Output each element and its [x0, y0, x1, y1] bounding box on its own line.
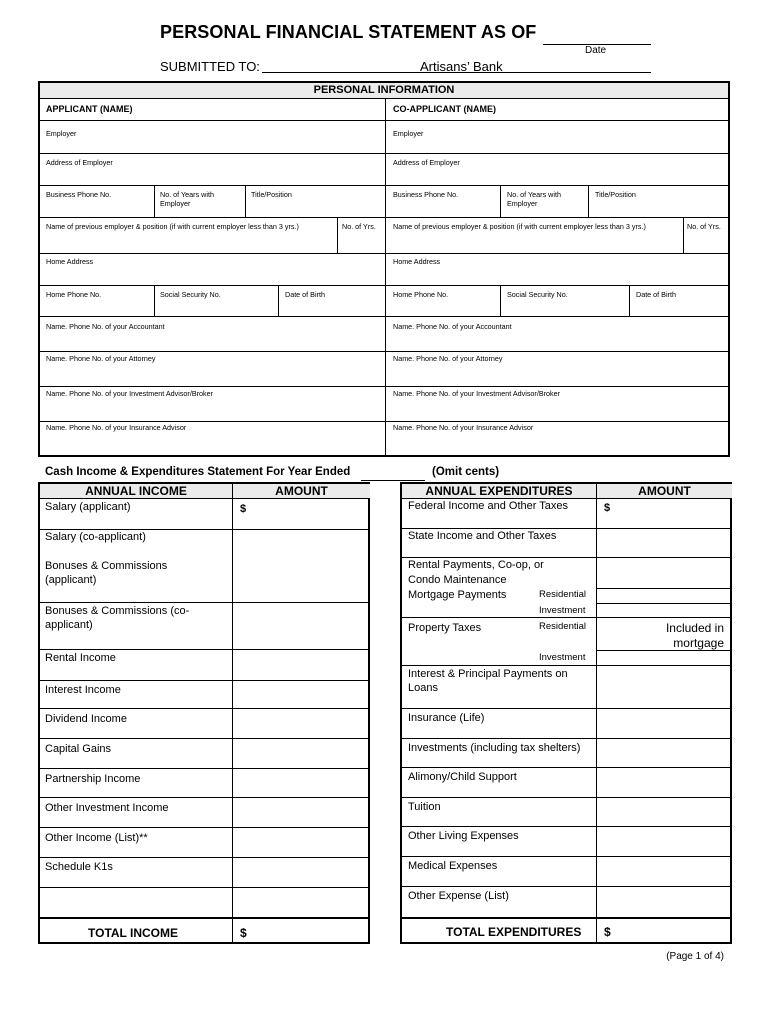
applicant-previous-employer-label: Name of previous employer & position (if with current employer less than 3 yrs.) [46, 222, 299, 231]
interest-principal-label-2: Loans [408, 682, 438, 694]
salary-applicant-currency: $ [240, 503, 247, 515]
insurance-label: Insurance (Life) [408, 712, 485, 724]
property-taxes-label: Property Taxes [408, 622, 482, 634]
included-in-mortgage-label-2: mortgage [673, 636, 724, 650]
mortgage-residential-label: Residential [539, 589, 586, 600]
rental-income-label: Rental Income [45, 652, 116, 664]
form-title: PERSONAL FINANCIAL STATEMENT AS OF [160, 22, 537, 42]
medical-expenses-label: Medical Expenses [408, 860, 498, 872]
coapplicant-investment-advisor-label: Name. Phone No. of your Investment Advisor/Broker [393, 389, 560, 398]
state-taxes-label: State Income and Other Taxes [408, 530, 557, 542]
income-amount-header: AMOUNT [233, 484, 370, 499]
coapplicant-insurance-advisor-label: Name. Phone No. of your Insurance Advisor [393, 423, 534, 432]
property-investment-label: Investment [539, 652, 586, 663]
applicant-ssn-label: Social Security No. [160, 290, 221, 299]
coapplicant-home-address-label: Home Address [393, 257, 441, 266]
bonuses-applicant-label-1: Bonuses & Commissions [45, 560, 168, 572]
total-expenditures-label: TOTAL EXPENDITURES [446, 925, 582, 939]
tuition-label: Tuition [408, 801, 441, 813]
coapplicant-years-label-1: No. of Years with [507, 190, 561, 199]
federal-taxes-label: Federal Income and Other Taxes [408, 500, 568, 512]
applicant-insurance-advisor-label: Name. Phone No. of your Insurance Advisor [46, 423, 187, 432]
bonuses-coapplicant-label-2: applicant) [45, 619, 93, 631]
salary-coapplicant-label: Salary (co-applicant) [45, 531, 146, 543]
expenditures-amount-header: AMOUNT [597, 484, 732, 499]
property-residential-label: Residential [539, 621, 586, 632]
coapplicant-attorney-label: Name. Phone No. of your Attorney [393, 354, 503, 363]
coapplicant-ssn-label: Social Security No. [507, 290, 568, 299]
federal-taxes-currency: $ [604, 502, 611, 514]
cash-statement-title: Cash Income & Expenditures Statement For Year Ended [45, 466, 351, 478]
applicant-dob-label: Date of Birth [285, 290, 325, 299]
expenditures-table [400, 482, 732, 944]
applicant-investment-advisor-label: Name. Phone No. of your Investment Advisor/Broker [46, 389, 213, 398]
coapplicant-dob-label: Date of Birth [636, 290, 676, 299]
capital-gains-label: Capital Gains [45, 743, 112, 755]
applicant-accountant-label: Name. Phone No. of your Accountant [46, 322, 165, 331]
personal-information-section [38, 81, 730, 457]
partnership-income-label: Partnership Income [45, 773, 141, 785]
coapplicant-years-label-2: Employer [507, 199, 538, 208]
page-number: (Page 1 of 4) [666, 951, 724, 962]
included-in-mortgage-label-1: Included in [665, 621, 724, 635]
coapplicant-header: CO-APPLICANT (NAME) [393, 104, 496, 114]
mortgage-investment-label: Investment [539, 605, 586, 616]
applicant-business-phone-label: Business Phone No. [46, 190, 112, 199]
coapplicant-accountant-label: Name. Phone No. of your Accountant [393, 322, 512, 331]
coapplicant-no-of-yrs-label: No. of Yrs. [687, 222, 721, 231]
annual-income-header: ANNUAL INCOME [40, 484, 232, 499]
coapplicant-home-phone-label: Home Phone No. [393, 290, 449, 299]
applicant-home-phone-label: Home Phone No. [46, 290, 102, 299]
income-table [38, 482, 370, 944]
year-ended-field[interactable] [361, 480, 425, 481]
date-label: Date [585, 45, 607, 56]
rental-payments-label-1: Rental Payments, Co-op, or [408, 559, 544, 571]
applicant-years-label-1: No. of Years with [160, 190, 214, 199]
omit-cents-note: (Omit cents) [432, 466, 500, 478]
coapplicant-employer-label: Employer [393, 129, 424, 138]
total-income-currency: $ [240, 926, 247, 940]
applicant-header: APPLICANT (NAME) [46, 104, 133, 114]
total-income-label: TOTAL INCOME [88, 926, 178, 940]
bonuses-coapplicant-label-1: Bonuses & Commissions (co- [45, 605, 190, 617]
applicant-home-address-label: Home Address [46, 257, 94, 266]
other-investment-income-label: Other Investment Income [45, 802, 169, 814]
submitted-to-label: SUBMITTED TO: [160, 59, 260, 74]
personal-information-heading: PERSONAL INFORMATION [40, 83, 728, 99]
dividend-income-label: Dividend Income [45, 713, 127, 725]
coapplicant-previous-employer-label: Name of previous employer & position (if with current employer less than 3 yrs.) [393, 222, 646, 231]
schedule-k1s-label: Schedule K1s [45, 861, 113, 873]
coapplicant-business-phone-label: Business Phone No. [393, 190, 459, 199]
total-expenditures-currency: $ [604, 925, 611, 939]
coapplicant-title-label: Title/Position [595, 190, 636, 199]
applicant-employer-label: Employer [46, 129, 77, 138]
other-income-label: Other Income (List)** [45, 832, 148, 844]
coapplicant-employer-address-label: Address of Employer [393, 158, 460, 167]
applicant-no-of-yrs-label: No. of Yrs. [342, 222, 376, 231]
applicant-employer-address-label: Address of Employer [46, 158, 113, 167]
interest-principal-label-1: Interest & Principal Payments on [408, 668, 568, 680]
applicant-years-label-2: Employer [160, 199, 191, 208]
applicant-title-label: Title/Position [251, 190, 292, 199]
other-living-expenses-label: Other Living Expenses [408, 830, 519, 842]
mortgage-payments-label: Mortgage Payments [408, 589, 507, 601]
applicant-attorney-label: Name. Phone No. of your Attorney [46, 354, 156, 363]
salary-applicant-label: Salary (applicant) [45, 501, 131, 513]
investments-label: Investments (including tax shelters) [408, 742, 581, 754]
rental-payments-label-2: Condo Maintenance [408, 574, 507, 586]
other-expense-label: Other Expense (List) [408, 890, 509, 902]
interest-income-label: Interest Income [45, 684, 121, 696]
bank-name: Artisans’ Bank [420, 59, 503, 74]
bonuses-applicant-label-2: (applicant) [45, 574, 97, 586]
annual-expenditures-header: ANNUAL EXPENDITURES [402, 484, 596, 499]
alimony-label: Alimony/Child Support [408, 771, 517, 783]
